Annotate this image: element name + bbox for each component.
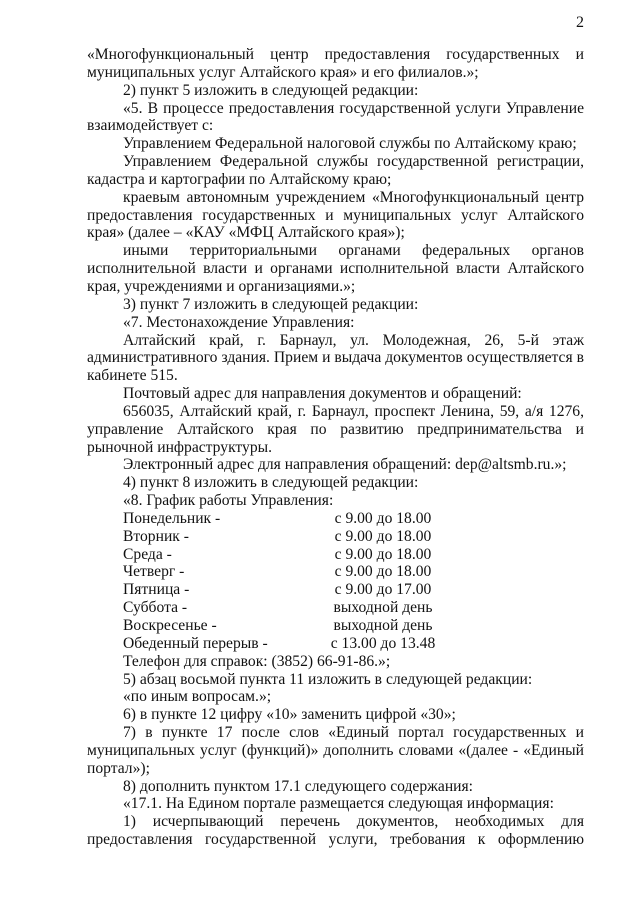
paragraph: 1) исчерпывающий перечень документов, необходимых для предоставления государственной услуги, требования к оформлению bbox=[87, 813, 584, 849]
schedule-row bbox=[123, 617, 584, 635]
schedule-time: с 9.00 до 18.00 bbox=[334, 545, 432, 563]
schedule-row bbox=[123, 635, 584, 653]
paragraph: Почтовый адрес для направления документов и обращений: bbox=[123, 385, 522, 403]
paragraph: 6) в пункте 12 цифру «10» заменить цифрой «30»; bbox=[123, 706, 456, 724]
schedule-row bbox=[123, 581, 584, 599]
schedule-row bbox=[123, 510, 584, 528]
schedule-time: с 9.00 до 17.00 bbox=[334, 581, 432, 599]
schedule-table bbox=[87, 510, 584, 653]
paragraph: иными территориальными органами федеральных органов исполнительной власти и органами исполнительной власти Алтайского края, учреждениями и организациями.»; bbox=[87, 242, 584, 295]
document-body bbox=[87, 46, 584, 849]
paragraph: 5) абзац восьмой пункта 11 изложить в следующей редакции: bbox=[123, 670, 533, 688]
schedule-time: выходной день bbox=[333, 599, 433, 617]
paragraph: 8) дополнить пунктом 17.1 следующего содержания: bbox=[123, 777, 474, 795]
paragraph: «8. График работы Управления: bbox=[123, 492, 334, 510]
paragraph: «по иным вопросам.»; bbox=[123, 688, 272, 706]
schedule-day: Обеденный перерыв - bbox=[123, 634, 268, 652]
schedule-row bbox=[123, 546, 584, 564]
schedule-day: Четверг - bbox=[123, 563, 185, 581]
schedule-day: Пятница - bbox=[123, 581, 190, 599]
paragraph: Управлением Федеральной налоговой службы по Алтайскому краю; bbox=[123, 135, 577, 153]
schedule-day: Понедельник - bbox=[123, 509, 221, 527]
schedule-row bbox=[123, 563, 584, 581]
schedule-day: Воскресенье - bbox=[123, 617, 217, 634]
paragraph: краевым автономным учреждением «Многофункциональный центр предоставления государственных и муниципальных услуг Алтайского края» (далее – «КАУ «МФЦ Алтайского края»); bbox=[87, 188, 584, 242]
paragraph: 3) пункт 7 изложить в следующей редакции: bbox=[123, 295, 419, 313]
paragraph: 4) пункт 8 изложить в следующей редакции: bbox=[123, 474, 419, 492]
schedule-time: выходной день bbox=[333, 617, 433, 634]
schedule-day: Вторник - bbox=[123, 527, 189, 545]
schedule-row bbox=[123, 599, 584, 617]
paragraph: «7. Местонахождение Управления: bbox=[123, 313, 355, 331]
schedule-time: с 9.00 до 18.00 bbox=[334, 509, 432, 527]
paragraph: «17.1. На Едином портале размещается следующая информация: bbox=[123, 795, 554, 813]
paragraph: «Многофункциональный центр предоставления государственных и муниципальных услуг Алтайского края» и его филиалов.»; bbox=[87, 46, 584, 81]
schedule-day: Суббота - bbox=[123, 599, 188, 617]
page-number: 2 bbox=[576, 14, 584, 31]
paragraph: Алтайский край, г. Барнаул, ул. Молодежная, 26, 5-й этаж административного здания. Прием и выдача документов осуществляется в кабинете 515. bbox=[87, 331, 584, 385]
paragraph: 656035, Алтайский край, г. Барнаул, проспект Ленина, 59, а/я 1276, управление Алтайского края по развитию предпринимательства и рыночной инфраструктуры. bbox=[87, 402, 584, 456]
schedule-row bbox=[123, 528, 584, 546]
schedule-time: с 13.00 до 13.48 bbox=[330, 634, 436, 652]
paragraph: «5. В процессе предоставления государственной услуги Управление взаимодействует с: bbox=[87, 99, 584, 135]
paragraph: 2) пункт 5 изложить в следующей редакции: bbox=[123, 81, 419, 99]
schedule-time: с 9.00 до 18.00 bbox=[334, 527, 432, 545]
paragraph: Управлением Федеральной службы государственной регистрации, кадастра и картографии по Алтайскому краю; bbox=[87, 153, 584, 188]
schedule-time: с 9.00 до 18.00 bbox=[334, 563, 432, 581]
paragraph: 7) в пункте 17 после слов «Единый портал государственных и муниципальных услуг (функций)» дополнить словами «(далее - «Единый портал»); bbox=[87, 724, 584, 777]
schedule-day: Среда - bbox=[123, 545, 172, 563]
paragraph: Электронный адрес для направления обращений: dep@altsmb.ru.»; bbox=[123, 456, 567, 474]
paragraph: Телефон для справок: (3852) 66-91-86.»; bbox=[123, 652, 391, 670]
